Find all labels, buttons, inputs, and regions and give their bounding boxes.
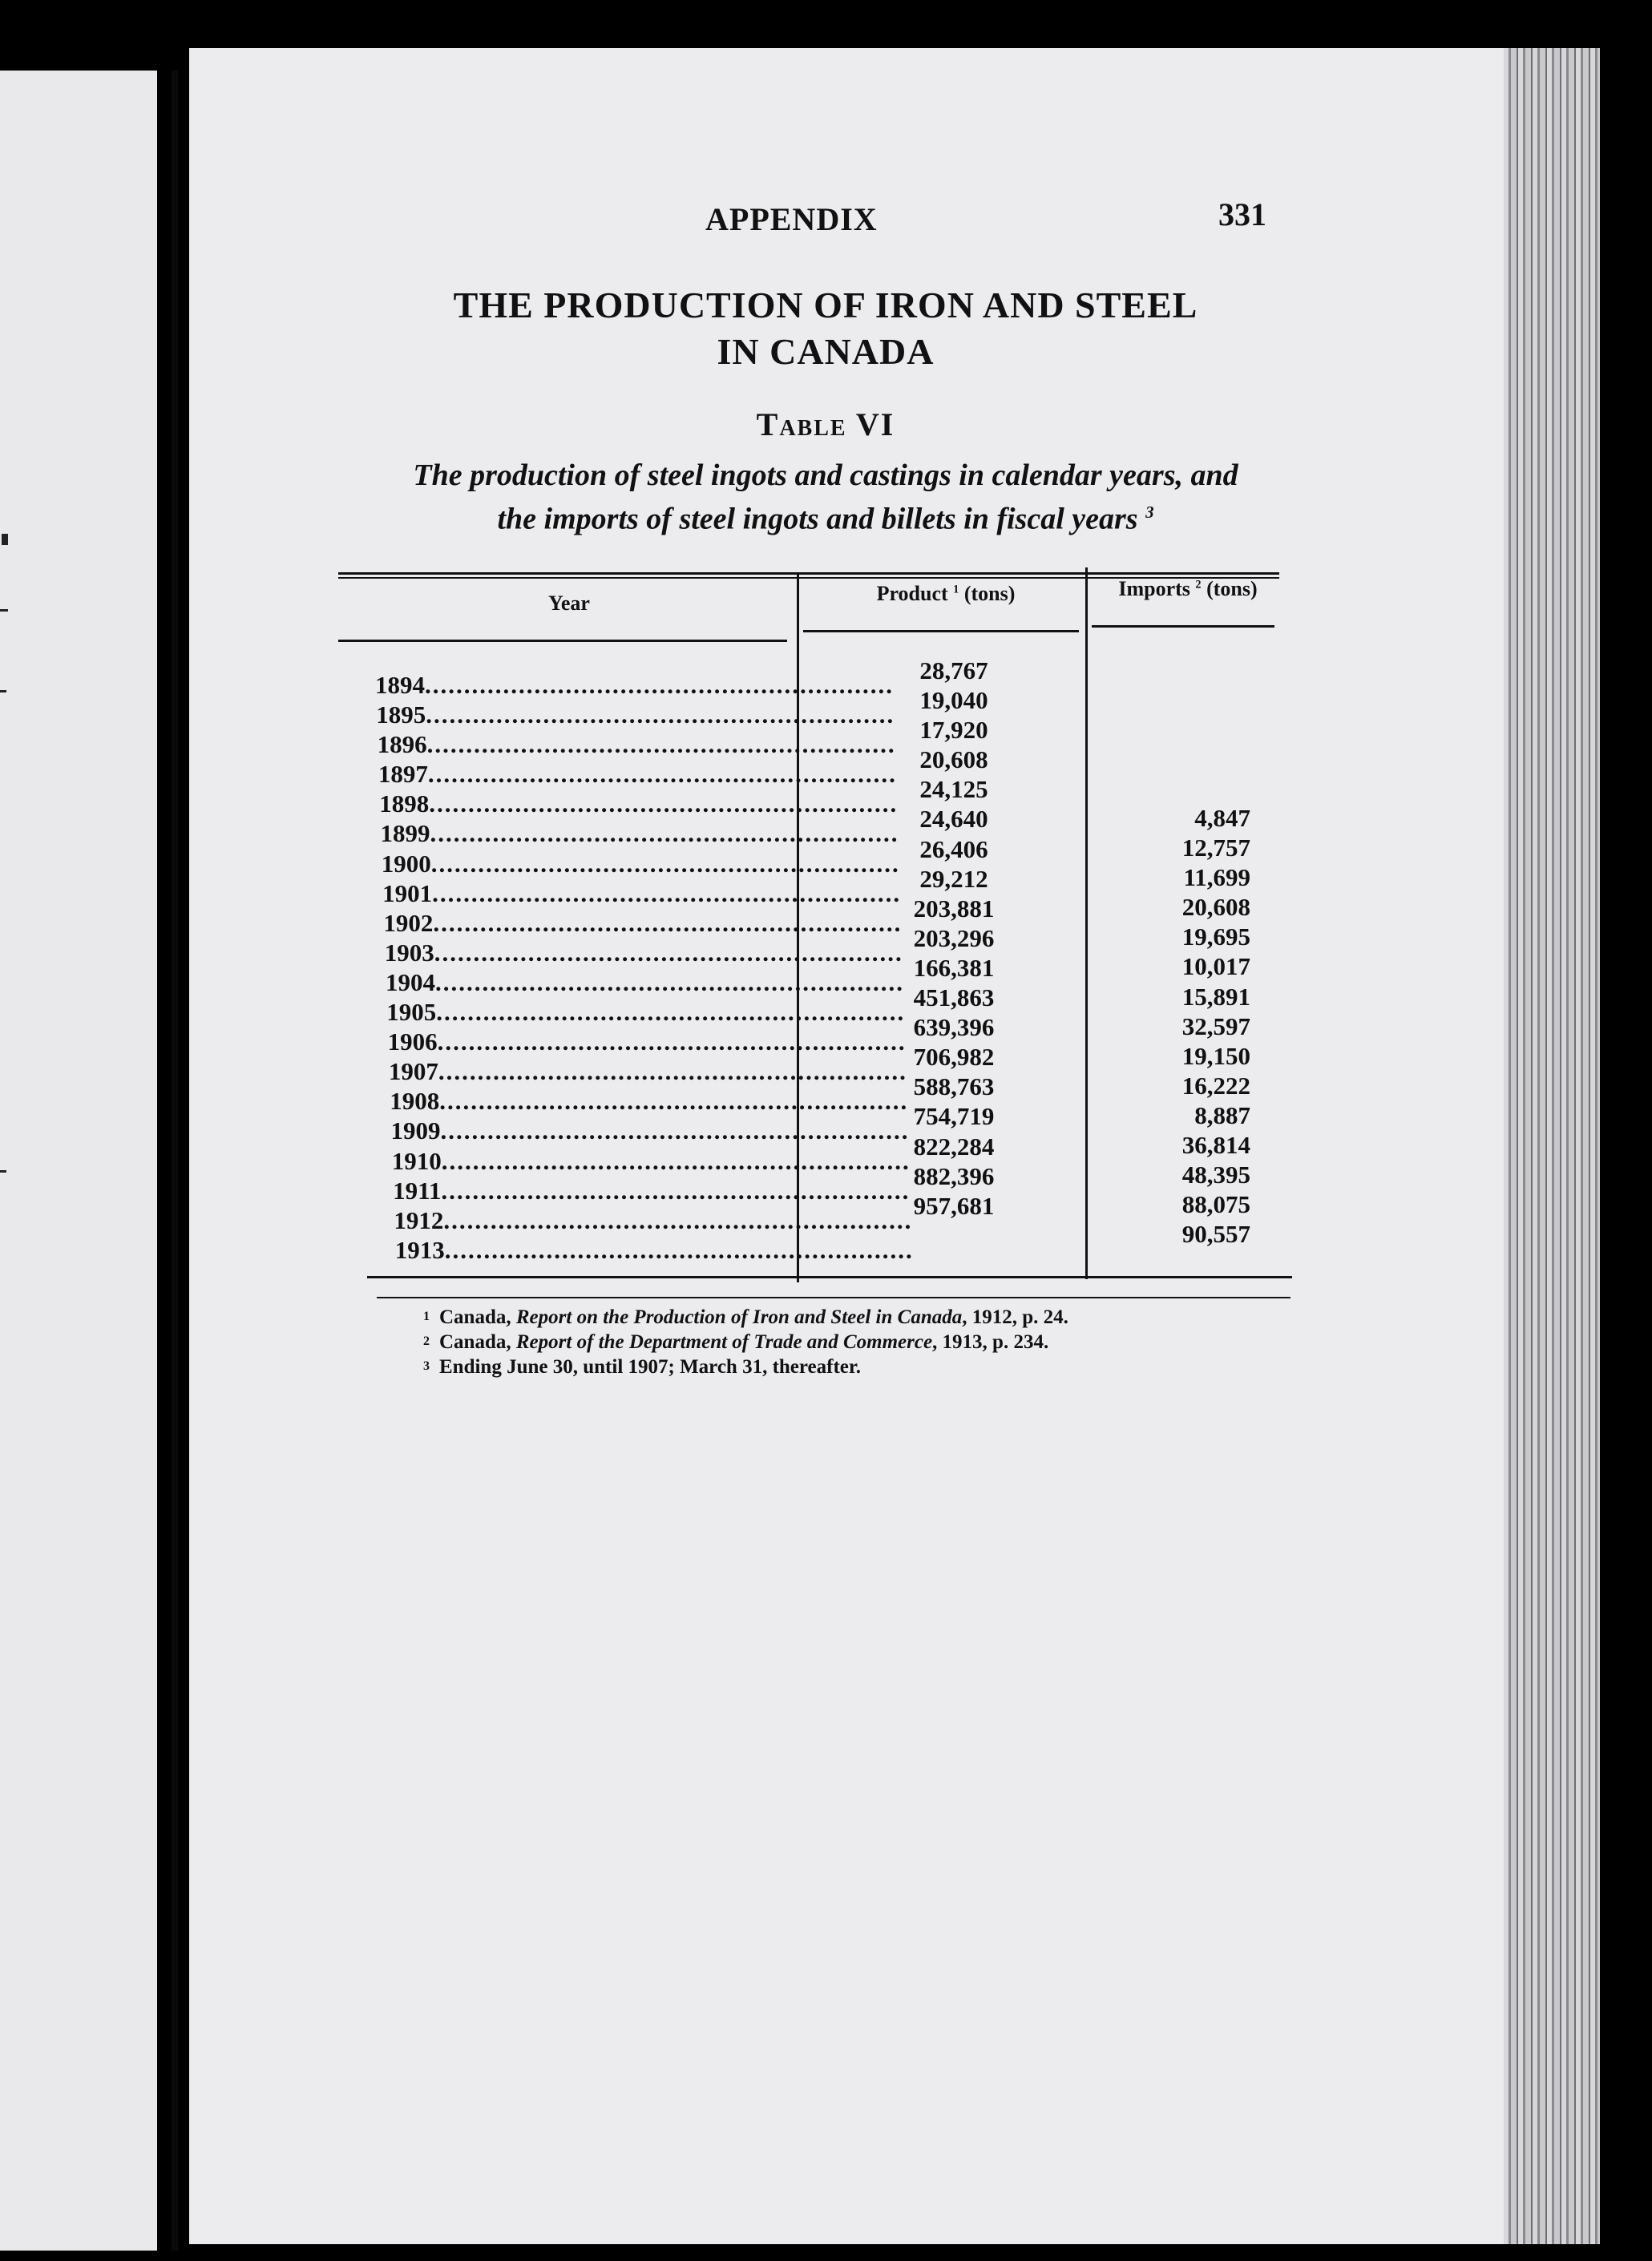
- year-column: [375, 670, 914, 1265]
- leader-dots: ............................................................: [443, 1205, 913, 1234]
- imports-cell: 90,557: [1181, 1220, 1250, 1249]
- product-column: [850, 656, 1058, 1221]
- column-header-imports-label: Imports: [1118, 577, 1190, 600]
- footnote-citation: , 1912, p. 24.: [962, 1306, 1068, 1328]
- footnote: [423, 1355, 1305, 1379]
- facing-page-mark: [0, 690, 6, 692]
- main-title: [337, 282, 1315, 375]
- imports-cell: 88,075: [1181, 1190, 1250, 1219]
- product-cell: 706,982: [913, 1043, 995, 1072]
- year-cell: [375, 938, 903, 967]
- leader-dots: ............................................................: [437, 1028, 907, 1056]
- imports-cell: 12,757: [1181, 834, 1250, 862]
- header-underline-product: [803, 630, 1079, 632]
- product-cell: 28,767: [919, 656, 988, 684]
- table-label: Table VI: [756, 406, 895, 442]
- product-cell: 639,396: [913, 1013, 995, 1042]
- year-value: 1902: [383, 908, 434, 937]
- facing-page-mark: [0, 609, 8, 612]
- column-header-imports-note: 2: [1195, 578, 1202, 591]
- product-cell: 24,640: [919, 805, 988, 834]
- imports-cell: 48,395: [1181, 1161, 1250, 1189]
- leader-dots: ............................................................: [441, 1146, 911, 1175]
- year-cell: [375, 1086, 909, 1116]
- footnote-source-title: Report on the Production of Iron and Steel in Canada: [515, 1306, 963, 1328]
- year-value: 1896: [377, 730, 427, 759]
- column-header-imports: [1092, 577, 1284, 601]
- imports-cell: 20,608: [1181, 893, 1250, 922]
- leader-dots: ............................................................: [432, 878, 902, 907]
- year-value: 1909: [390, 1116, 441, 1145]
- main-title-line-1: THE PRODUCTION OF IRON AND STEEL: [453, 285, 1198, 325]
- leader-dots: ............................................................: [427, 760, 897, 789]
- footnote-text: Ending June 30, until 1907; March 31, thereafter.: [439, 1356, 861, 1378]
- leader-dots: ............................................................: [441, 1176, 911, 1205]
- product-cell: 29,212: [919, 864, 988, 893]
- leader-dots: ............................................................: [439, 1087, 909, 1116]
- imports-cell: 16,222: [1181, 1071, 1250, 1100]
- year-cell: [375, 1146, 911, 1176]
- leader-dots: ............................................................: [426, 730, 896, 759]
- footnote-text: Canada,: [439, 1331, 516, 1353]
- table-bottom-rule: [367, 1276, 1292, 1278]
- main-title-line-2: IN CANADA: [717, 331, 935, 372]
- imports-column: [1106, 803, 1250, 1249]
- year-value: 1897: [378, 760, 428, 789]
- page-edge: [1504, 48, 1600, 2244]
- footnote-marker: 3: [423, 1359, 430, 1373]
- year-cell: [375, 1205, 913, 1235]
- year-cell: [375, 1176, 911, 1205]
- leader-dots: ............................................................: [425, 671, 894, 699]
- product-cell: 882,396: [913, 1161, 995, 1190]
- column-header-product: [818, 582, 1074, 606]
- year-cell: [375, 967, 904, 997]
- imports-cell: 15,891: [1181, 982, 1250, 1011]
- column-header-product-unit: (tons): [963, 582, 1016, 605]
- year-value: 1899: [380, 819, 430, 848]
- imports-cell: 4,847: [1194, 804, 1250, 832]
- year-cell: [375, 818, 899, 848]
- year-cell: [375, 670, 894, 700]
- leader-dots: ............................................................: [444, 1235, 914, 1264]
- imports-cell: 19,695: [1181, 923, 1250, 951]
- year-value: 1910: [391, 1146, 442, 1175]
- column-header-product-note: 1: [953, 583, 959, 596]
- imports-cell: 11,699: [1183, 863, 1250, 892]
- year-value: 1904: [386, 967, 435, 996]
- column-header-imports-unit: (tons): [1206, 577, 1258, 600]
- leader-dots: ............................................................: [430, 849, 900, 878]
- leader-dots: ............................................................: [429, 789, 899, 818]
- gutter-line: [172, 71, 178, 2251]
- imports-cell: 19,150: [1181, 1041, 1250, 1070]
- imports-cell: 8,887: [1194, 1100, 1250, 1129]
- table-top-rule: [338, 572, 1279, 575]
- leader-dots: ............................................................: [430, 819, 899, 848]
- year-cell: [375, 1116, 910, 1145]
- footnote-marker: 1: [423, 1310, 430, 1323]
- caption-line-2: [321, 494, 1331, 538]
- product-cell: 17,920: [919, 716, 988, 745]
- product-cell: 20,608: [919, 745, 988, 774]
- leader-dots: ............................................................: [438, 1057, 907, 1086]
- header-underline-year: [338, 640, 787, 642]
- year-cell: [375, 789, 899, 818]
- year-cell: [375, 1027, 907, 1056]
- year-cell: [375, 759, 897, 789]
- product-cell: 203,881: [913, 894, 995, 923]
- footnotes: [423, 1305, 1305, 1379]
- product-cell: 19,040: [919, 686, 988, 715]
- footnote-citation: , 1913, p. 234.: [932, 1331, 1049, 1353]
- year-value: 1905: [386, 998, 437, 1027]
- footnote-source-title: Report of the Department of Trade and Commerce: [515, 1331, 933, 1353]
- facing-page-mark: [2, 534, 8, 545]
- year-cell: [375, 849, 900, 878]
- footnote: [423, 1330, 1305, 1355]
- footnote-marker: 2: [423, 1334, 430, 1348]
- year-value: 1906: [387, 1028, 438, 1056]
- year-value: 1895: [376, 701, 426, 729]
- product-cell: 26,406: [919, 834, 988, 863]
- leader-dots: ............................................................: [435, 967, 904, 996]
- page-number: 331: [1218, 196, 1266, 232]
- product-cell: 24,125: [919, 775, 988, 804]
- year-value: 1894: [375, 671, 425, 699]
- running-header: APPENDIX: [705, 201, 878, 237]
- column-header-year: [481, 591, 657, 616]
- year-cell: [375, 700, 895, 729]
- imports-cell: 32,597: [1181, 1011, 1250, 1040]
- year-value: 1903: [384, 938, 434, 967]
- year-cell: [375, 1235, 914, 1265]
- leader-dots: ............................................................: [434, 938, 903, 967]
- year-value: 1900: [381, 849, 431, 878]
- year-cell: [375, 729, 896, 759]
- column-header-product-label: Product: [876, 582, 948, 605]
- product-cell: 166,381: [913, 953, 995, 982]
- year-cell: [375, 878, 902, 908]
- facing-page-mark: [0, 1170, 6, 1173]
- year-cell: [375, 908, 903, 938]
- caption-line-2-text: the imports of steel ingots and billets in fiscal years: [497, 502, 1138, 536]
- product-cell: 588,763: [913, 1072, 995, 1101]
- table-caption: [321, 457, 1331, 538]
- caption-note-marker: 3: [1145, 503, 1154, 522]
- imports-cell: 36,814: [1181, 1131, 1250, 1160]
- facing-page: [0, 71, 157, 2251]
- leader-dots: ............................................................: [426, 701, 895, 729]
- year-value: 1907: [388, 1057, 438, 1086]
- product-cell: 451,863: [913, 983, 995, 1012]
- product-cell: 203,296: [913, 923, 995, 952]
- column-divider-2: [1085, 567, 1088, 1279]
- product-cell: 957,681: [913, 1191, 995, 1220]
- year-value: 1901: [382, 878, 433, 907]
- footnote: [423, 1305, 1305, 1330]
- caption-line-1: The production of steel ingots and castings in calendar years, and: [413, 458, 1238, 492]
- imports-cell: 10,017: [1181, 952, 1250, 981]
- year-cell: [375, 997, 906, 1027]
- product-cell: 822,284: [913, 1132, 995, 1161]
- leader-dots: ............................................................: [440, 1116, 910, 1145]
- footnote-rule: [377, 1297, 1290, 1298]
- year-value: 1908: [390, 1087, 440, 1116]
- year-value: 1911: [393, 1176, 442, 1205]
- header-underline-imports: [1092, 625, 1274, 628]
- product-cell: 754,719: [913, 1102, 995, 1131]
- leader-dots: ............................................................: [433, 908, 903, 937]
- year-value: 1912: [394, 1205, 444, 1234]
- column-header-year-label: Year: [548, 591, 590, 615]
- year-value: 1898: [379, 789, 430, 818]
- leader-dots: ............................................................: [436, 998, 906, 1027]
- year-cell: [375, 1056, 907, 1086]
- footnote-text: Canada,: [439, 1306, 516, 1328]
- year-value: 1913: [394, 1235, 445, 1264]
